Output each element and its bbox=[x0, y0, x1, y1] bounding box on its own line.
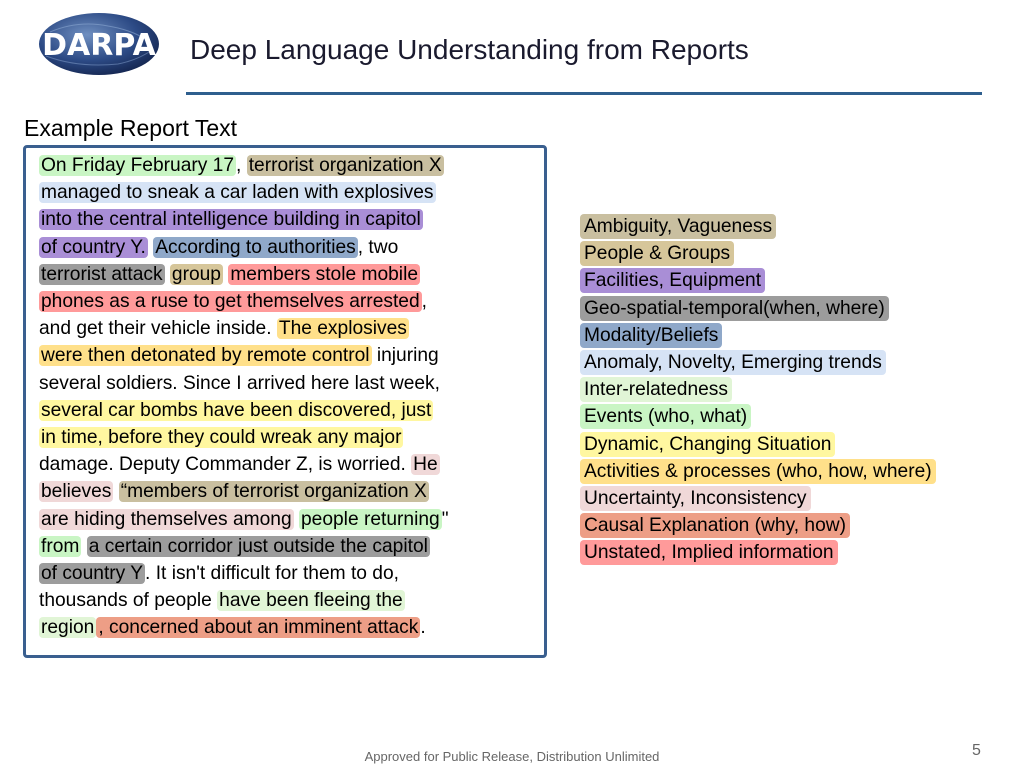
footer-text: Approved for Public Release, Distribution Unlimited bbox=[364, 749, 660, 764]
report-line bbox=[39, 261, 531, 288]
plain-text: , bbox=[421, 291, 427, 313]
legend-label-people: People & Groups bbox=[580, 241, 734, 266]
legend-label-activities: Activities & processes (who, how, where) bbox=[580, 459, 936, 484]
legend-item bbox=[580, 296, 936, 323]
plain-text: . It isn't difficult for them to do, bbox=[145, 563, 399, 585]
highlight-facilities: into the central intelligence building in capitol bbox=[41, 209, 421, 231]
highlight-implied: members stole mobile bbox=[230, 263, 419, 285]
legend-label-implied: Unstated, Implied information bbox=[580, 540, 838, 565]
legend-label-geo: Geo-spatial-temporal(when, where) bbox=[580, 296, 889, 321]
legend-label-modality: Modality/Beliefs bbox=[580, 323, 722, 348]
highlight-uncertainty: believes bbox=[41, 481, 112, 503]
legend-item bbox=[580, 486, 936, 513]
highlight-causal: , concerned about an imminent attack bbox=[98, 617, 419, 639]
legend-label-inter: Inter-relatedness bbox=[580, 377, 732, 402]
report-line bbox=[39, 533, 531, 560]
title-divider bbox=[186, 92, 982, 95]
highlight-ambiguity: “members of terrorist organization X bbox=[120, 481, 427, 503]
highlight-dynamic: several car bombs have been discovered, just bbox=[41, 399, 432, 421]
plain-text: injuring bbox=[371, 345, 439, 367]
highlight-inter: have been fleeing the bbox=[219, 590, 403, 612]
highlight-geo: of country Y bbox=[41, 563, 144, 585]
report-line bbox=[39, 315, 531, 342]
report-line bbox=[39, 506, 531, 533]
globe-logo-icon bbox=[38, 12, 160, 76]
report-line bbox=[39, 560, 531, 587]
page-number: 5 bbox=[972, 742, 981, 759]
report-line bbox=[39, 288, 531, 315]
plain-text: thousands of people bbox=[39, 590, 218, 612]
legend-item bbox=[580, 350, 936, 377]
highlight-events: people returning bbox=[301, 508, 440, 530]
legend-item bbox=[580, 540, 936, 567]
legend-item bbox=[580, 513, 936, 540]
plain-text bbox=[113, 481, 118, 502]
highlight-activities: The explosives bbox=[278, 318, 407, 340]
plain-text: damage. Deputy Commander Z, is worried. bbox=[39, 454, 412, 476]
report-line bbox=[39, 397, 531, 424]
report-line bbox=[39, 370, 531, 397]
highlight-events: from bbox=[41, 535, 80, 557]
legend-item bbox=[580, 241, 936, 268]
plain-text: . bbox=[420, 617, 426, 639]
legend-label-anomaly: Anomaly, Novelty, Emerging trends bbox=[580, 350, 886, 375]
legend-item bbox=[580, 377, 936, 404]
legend-label-events: Events (who, what) bbox=[580, 404, 751, 429]
report-line bbox=[39, 424, 531, 451]
highlight-modality: According to authorities bbox=[155, 236, 356, 258]
plain-text bbox=[81, 536, 86, 557]
highlight-dynamic: in time, before they could wreak any major bbox=[41, 427, 402, 449]
legend-label-uncertainty: Uncertainty, Inconsistency bbox=[580, 486, 811, 511]
plain-text: several soldiers. Since I arrived here last week, bbox=[39, 372, 440, 394]
plain-text: and get their vehicle inside. bbox=[39, 318, 277, 340]
legend-label-ambiguity: Ambiguity, Vagueness bbox=[580, 214, 776, 239]
report-line bbox=[39, 152, 531, 179]
highlight-inter: region bbox=[41, 617, 95, 639]
legend-item bbox=[580, 404, 936, 431]
highlight-people: group bbox=[171, 263, 221, 285]
highlight-geo: terrorist attack bbox=[41, 263, 163, 285]
page-title: Deep Language Understanding from Reports bbox=[190, 34, 749, 65]
darpa-logo bbox=[38, 12, 160, 76]
report-text bbox=[39, 152, 531, 642]
legend bbox=[580, 214, 936, 567]
report-line bbox=[39, 587, 531, 614]
highlight-implied: phones as a ruse to get themselves arrested bbox=[41, 291, 420, 313]
legend-item bbox=[580, 214, 936, 241]
report-line bbox=[39, 234, 531, 261]
legend-item bbox=[580, 432, 936, 459]
logo-text: DARPA bbox=[42, 28, 156, 63]
plain-text: , bbox=[236, 155, 247, 176]
report-line bbox=[39, 206, 531, 233]
section-title: Example Report Text bbox=[24, 115, 238, 141]
plain-text: " bbox=[441, 508, 449, 530]
legend-label-facilities: Facilities, Equipment bbox=[580, 268, 765, 293]
highlight-ambiguity: terrorist organization X bbox=[248, 155, 442, 176]
highlight-facilities: of country Y. bbox=[41, 236, 146, 258]
highlight-uncertainty: are hiding themselves among bbox=[41, 508, 292, 530]
legend-item bbox=[580, 268, 936, 295]
legend-item bbox=[580, 459, 936, 486]
highlight-activities: were then detonated by remote control bbox=[41, 345, 370, 367]
report-line bbox=[39, 478, 531, 505]
report-line bbox=[39, 451, 531, 478]
highlight-anomaly: managed to sneak a car laden with explosives bbox=[41, 182, 434, 204]
legend-label-causal: Causal Explanation (why, how) bbox=[580, 513, 850, 538]
highlight-geo: a certain corridor just outside the capitol bbox=[88, 535, 428, 557]
highlight-uncertainty: He bbox=[413, 454, 438, 476]
legend-label-dynamic: Dynamic, Changing Situation bbox=[580, 432, 835, 457]
legend-item bbox=[580, 323, 936, 350]
plain-text: , two bbox=[357, 236, 399, 258]
highlight-events: On Friday February 17 bbox=[41, 155, 235, 176]
report-line bbox=[39, 614, 531, 641]
report-line bbox=[39, 179, 531, 206]
report-line bbox=[39, 342, 531, 369]
